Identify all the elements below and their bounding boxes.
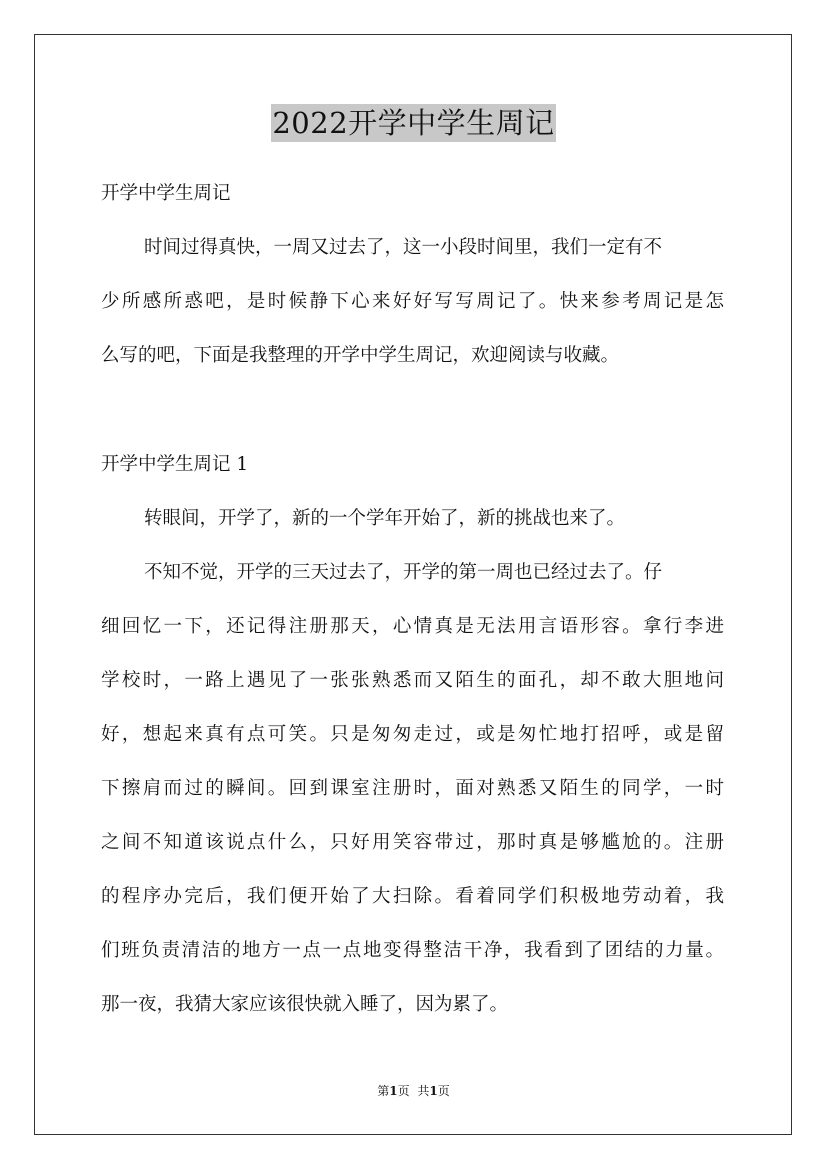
paragraph-2-line: 的程序办完后，我们便开始了大扫除。看着同学们积极地劳动着，我	[101, 886, 724, 907]
paragraph-2-line: 好，想起来真有点可笑。只是匆匆走过，或是匆忙地打招呼，或是留	[101, 724, 724, 745]
total-suffix: 页	[437, 1084, 450, 1098]
paragraph-2-line: 学校时，一路上遇见了一张张熟悉而又陌生的面孔，却不敢大胆地问	[101, 670, 724, 691]
paragraph-2-line: 下擦肩而过的瞬间。回到课室注册时，面对熟悉又陌生的同学，一时	[101, 778, 724, 799]
page-suffix: 页	[397, 1084, 410, 1098]
paragraph-2-line: 们班负责清洁的地方一点一点地变得整洁干净，我看到了团结的力量。	[101, 940, 724, 961]
page-footer	[0, 1083, 827, 1099]
section-heading: 开学中学生周记 1	[101, 454, 249, 475]
document-subtitle: 开学中学生周记	[101, 183, 231, 204]
intro-line: 时间过得真快，一周又过去了，这一小段时间里，我们一定有不	[144, 237, 663, 258]
paragraph-2-line: 细回忆一下，还记得注册那天，心情真是无法用言语形容。拿行李进	[101, 616, 724, 637]
page-number: 1	[389, 1084, 398, 1098]
total-pages: 1	[429, 1084, 438, 1098]
paragraph-2-line: 不知不觉，开学的三天过去了，开学的第一周也已经过去了。仔	[144, 562, 663, 583]
paragraph-2-line: 那一夜，我猜大家应该很快就入睡了，因为累了。	[101, 994, 509, 1015]
intro-line: 么写的吧，下面是我整理的开学中学生周记，欢迎阅读与收藏。	[101, 345, 620, 366]
paragraph-2-line: 之间不知道该说点什么，只好用笑容带过，那时真是够尴尬的。注册	[101, 832, 724, 853]
total-prefix: 共	[417, 1084, 430, 1098]
document-title: 2022开学中学生周记	[272, 106, 555, 140]
intro-line: 少所感所惑吧，是时候静下心来好好写写周记了。快来参考周记是怎	[101, 291, 724, 312]
paragraph-1: 转眼间，开学了，新的一个学年开始了，新的挑战也来了。	[144, 508, 626, 529]
page-prefix: 第	[377, 1084, 390, 1098]
title-container	[0, 104, 827, 142]
